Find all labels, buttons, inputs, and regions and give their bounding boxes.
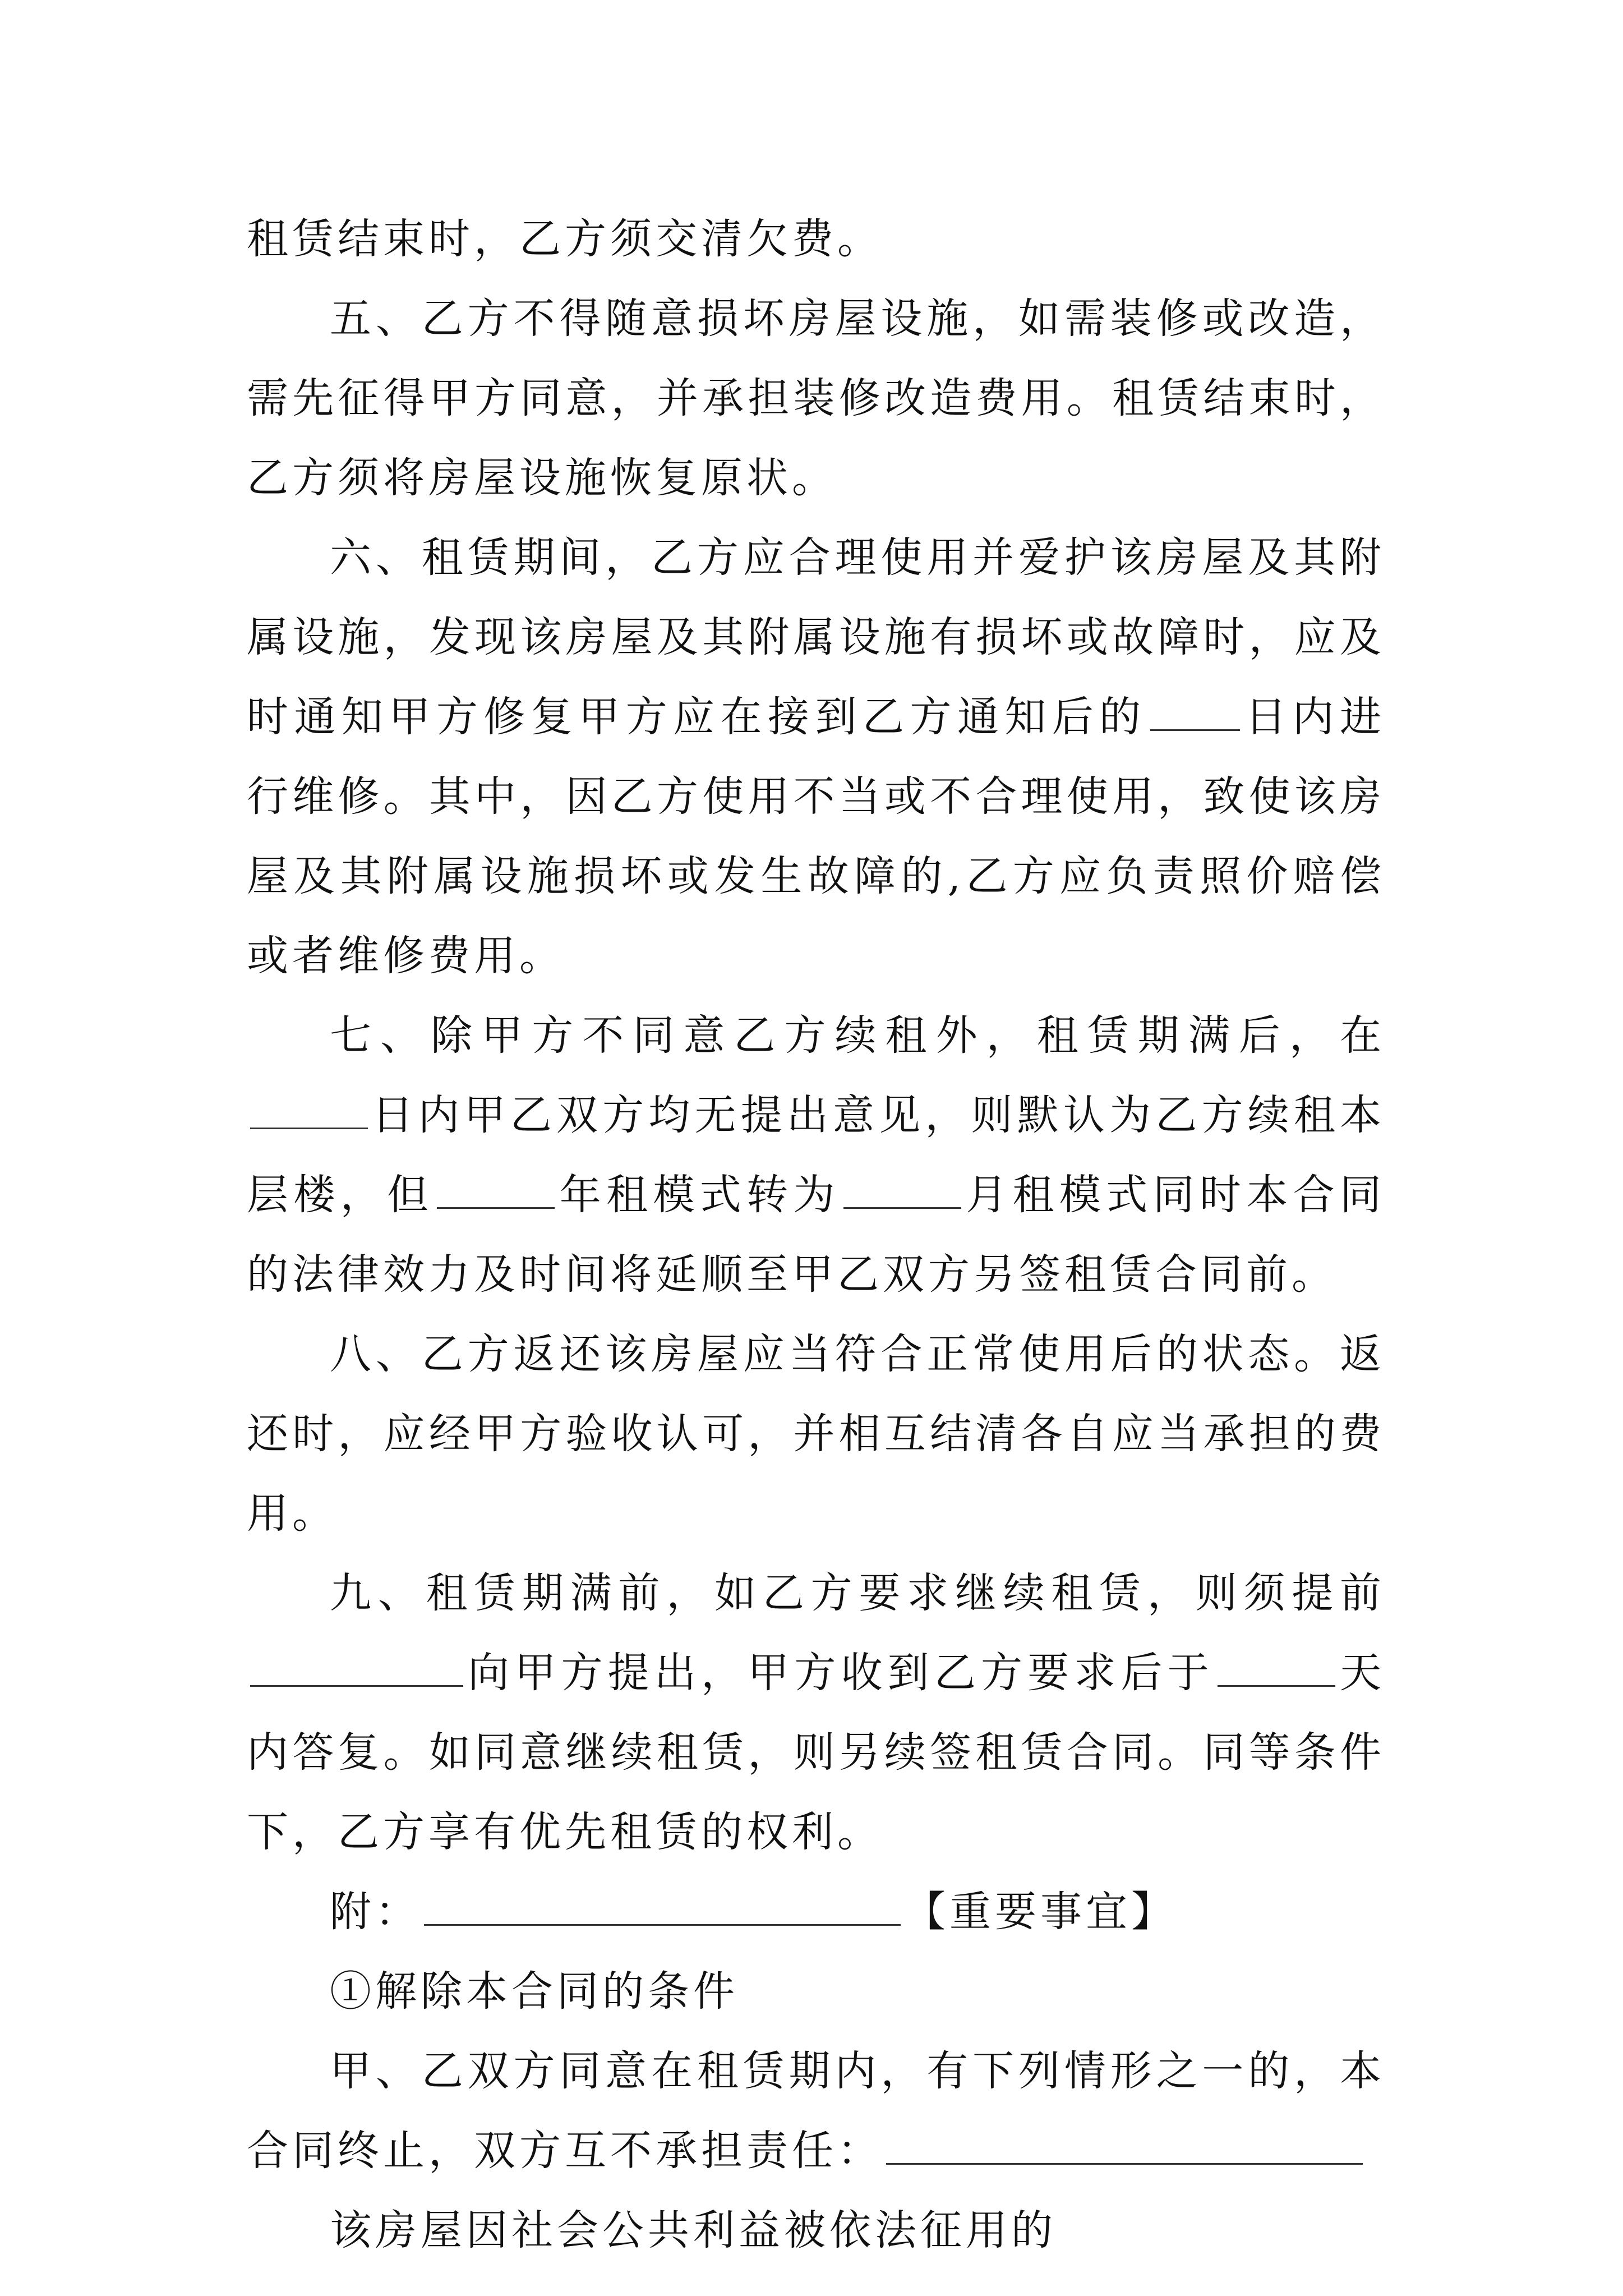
blank-notice-period	[250, 1648, 463, 1687]
termination-clause: 甲、乙双方同意在租赁期内，有下列情形之一的，本合同终止，双方互不承担责任：	[247, 2047, 1385, 2175]
termination-case-expropriation: 该房屋因社会公共利益被依法征用的	[330, 2206, 1057, 2254]
paragraph-rent-end: 租赁结束时，乙方须交清欠费。	[247, 215, 883, 263]
clause-9: 九、租赁期满前，如乙方要求继续租赁，则须提前向甲方提出，甲方收到乙方要求后于 天内答复。如同意继续租赁，则另续签租赁合同。同等条件下，乙方享有优先租赁的权利。	[247, 1569, 1386, 1856]
contract-body	[247, 199, 1385, 2270]
item-termination-conditions: ①解除本合同的条件	[330, 1967, 739, 2016]
blank-monthly-rent	[843, 1170, 961, 1209]
clause-8: 八、乙方返还该房屋应当符合正常使用后的状态。返还时，应经甲方验收认可，并相互结清各自应当承担的费用。	[247, 1330, 1385, 1538]
blank-reply-days	[1218, 1648, 1335, 1687]
blank-repair-days	[1150, 692, 1240, 731]
clause-7: 七、除甲方不同意乙方续租外，租赁期满后，在日内甲乙双方均无提出意见，则默认为乙方续租本层楼，但 年租模式转为 月租模式同时本合同的法律效力及时间将延顺至甲乙双方另签租赁合同前。	[247, 1011, 1386, 1299]
blank-termination	[886, 2126, 1363, 2165]
clause-6: 六、租赁期间，乙方应合理使用并爱护该房屋及其附属设施，发现该房屋及其附属设施有损坏或故障时，应及时通知甲方修复甲方应在接到乙方通知后的 日内进行维修。其中，因乙方使用不当或不合理使用，致使该房屋及其附属设施损坏或发生故障的,乙方应负责照价赔偿或者维修费用。	[247, 533, 1386, 980]
appendix-line: 附： 【重要事宜】	[330, 1888, 1177, 1936]
blank-annual-rent	[437, 1170, 555, 1209]
blank-appendix	[424, 1887, 901, 1926]
clause-5: 五、乙方不得随意损坏房屋设施，如需装修或改造，需先征得甲方同意，并承担装修改造费用。租赁结束时，乙方须将房屋设施恢复原状。	[247, 295, 1385, 502]
blank-renewal-days	[250, 1091, 368, 1129]
appendix-heading: 【重要事宜】	[904, 1888, 1177, 1936]
